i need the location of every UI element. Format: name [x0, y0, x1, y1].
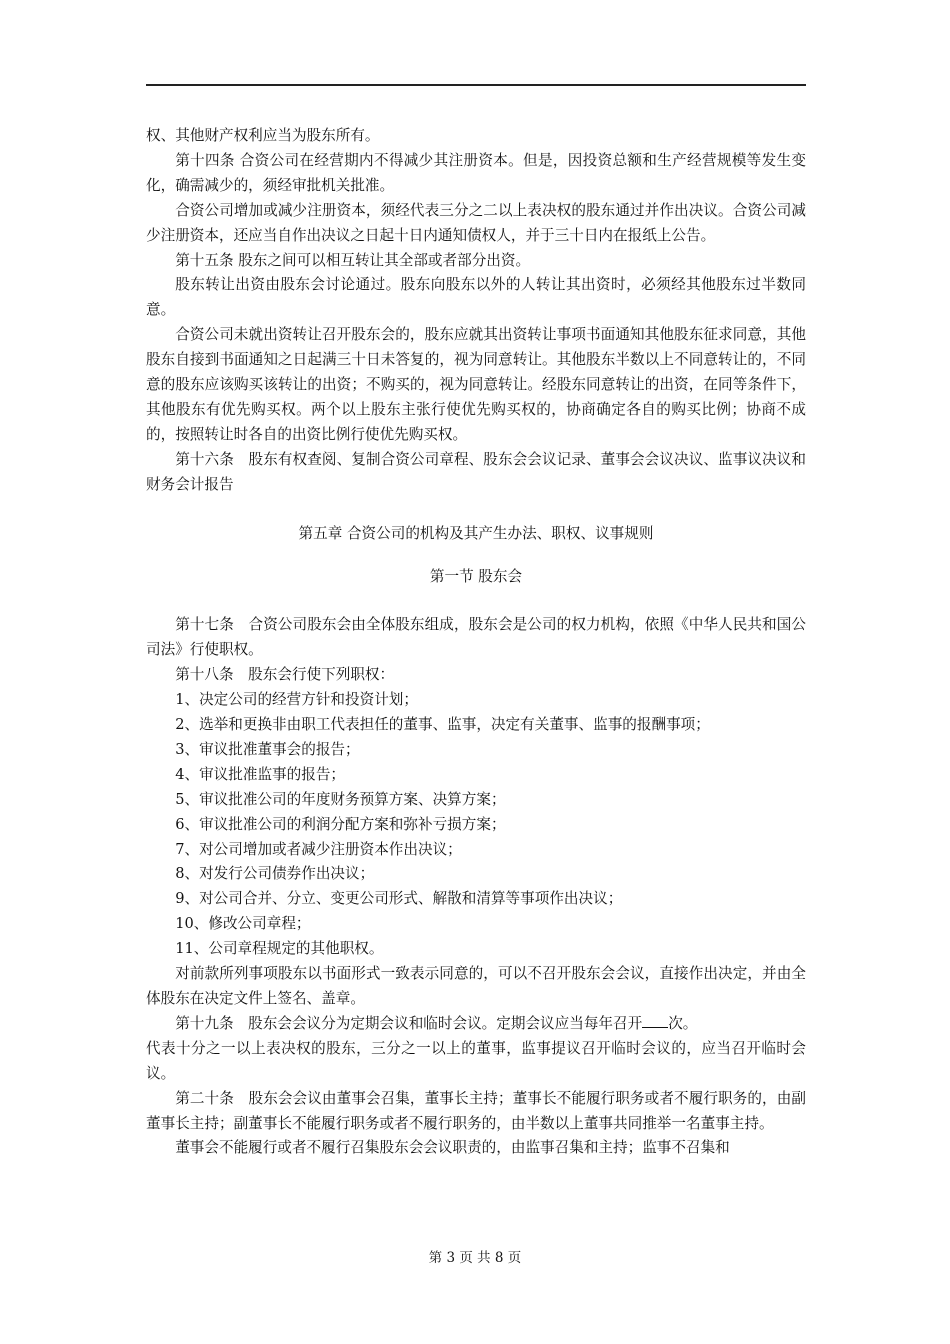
- document-body: [146, 124, 806, 1161]
- list-item: 1、决定公司的经营方针和投资计划；: [175, 691, 418, 709]
- list-item: 11、公司章程规定的其他职权。: [175, 940, 384, 958]
- list-item: 6、审议批准公司的利润分配方案和弥补亏损方案；: [175, 815, 506, 833]
- paragraph: 董事会不能履行或者不履行召集股东会会议职责的，由监事召集和主持；监事不召集和: [175, 1139, 730, 1157]
- article-18: 第十八条 股东会行使下列职权：: [175, 666, 395, 684]
- paragraph: 股东转让出资由股东会讨论通过。股东向股东以外的人转让其出资时，必须经其他股东过半数同意。: [146, 276, 806, 319]
- paragraph: 代表十分之一以上表决权的股东，三分之一以上的董事，监事提议召开临时会议的，应当召开临时会议。: [146, 1039, 806, 1082]
- article-19-suffix: 次。: [668, 1014, 698, 1032]
- article-14: 第十四条 合资公司在经营期内不得减少其注册资本。但是，因投资总额和生产经营规模等发生变化，确需减少的，须经审批机关批准。: [146, 151, 806, 194]
- fill-in-blank: [642, 1027, 668, 1028]
- chapter-heading: 第五章 合资公司的机构及其产生办法、职权、议事规则: [298, 524, 654, 542]
- article-15: 第十五条 股东之间可以相互转让其全部或者部分出资。: [175, 251, 531, 269]
- header-rule: [146, 84, 806, 86]
- section-heading: 第一节 股东会: [429, 567, 523, 585]
- article-16: 第十六条 股东有权查阅、复制合资公司章程、股东会会议记录、董事会会议决议、监事议决议和财务会计报告: [146, 450, 806, 493]
- list-item: 2、选举和更换非由职工代表担任的董事、监事，决定有关董事、监事的报酬事项；: [175, 716, 710, 734]
- list-item: 3、审议批准董事会的报告；: [175, 740, 360, 758]
- paragraph: 合资公司增加或减少注册资本，须经代表三分之二以上表决权的股东通过并作出决议。合资公司减少注册资本，还应当自作出决议之日起十日内通知债权人，并于三十日内在报纸上公告。: [146, 201, 806, 244]
- list-item: 9、对公司合并、分立、变更公司形式、解散和清算等事项作出决议；: [175, 890, 623, 908]
- paragraph: 权、其他财产权利应当为股东所有。: [146, 127, 380, 144]
- list-item: 4、审议批准监事的报告；: [175, 765, 346, 783]
- list-item: 5、审议批准公司的年度财务预算方案、决算方案；: [175, 790, 506, 808]
- page-footer: 第 3 页 共 8 页: [428, 1250, 522, 1266]
- paragraph: 对前款所列事项股东以书面形式一致表示同意的，可以不召开股东会会议，直接作出决定，并由全体股东在决定文件上签名、盖章。: [146, 965, 806, 1007]
- list-item: 7、对公司增加或者减少注册资本作出决议；: [175, 840, 462, 858]
- article-19-text: 第十九条 股东会会议分为定期会议和临时会议。定期会议应当每年召开: [175, 1014, 643, 1032]
- list-item: 8、对发行公司债券作出决议；: [175, 865, 375, 883]
- article-17: 第十七条 合资公司股东会由全体股东组成，股东会是公司的权力机构，依照《中华人民共和国公司法》行使职权。: [146, 616, 806, 659]
- article-19: [146, 1012, 806, 1037]
- list-item: 10、修改公司章程；: [175, 915, 311, 933]
- article-20: 第二十条 股东会会议由董事会召集，董事长主持；董事长不能履行职务或者不履行职务的，由副董事长主持；副董事长不能履行职务或者不履行职务的，由半数以上董事共同推举一名董事主持。: [146, 1089, 806, 1132]
- paragraph: 合资公司未就出资转让召开股东会的，股东应就其出资转让事项书面通知其他股东征求同意，其他股东自接到书面通知之日起满三十日未答复的，视为同意转让。其他股东半数以上不同意转让的，不同意的股东应该购买该转让的出资；不购买的，视为同意转让。经股东同意转让的出资，在同等条件下，其他股东有优先购买权。两个以上股东主张行使优先购买权的，协商确定各自的购买比例；协商不成的，按照转让时各自的出资比例行使优先购买权。: [146, 326, 806, 443]
